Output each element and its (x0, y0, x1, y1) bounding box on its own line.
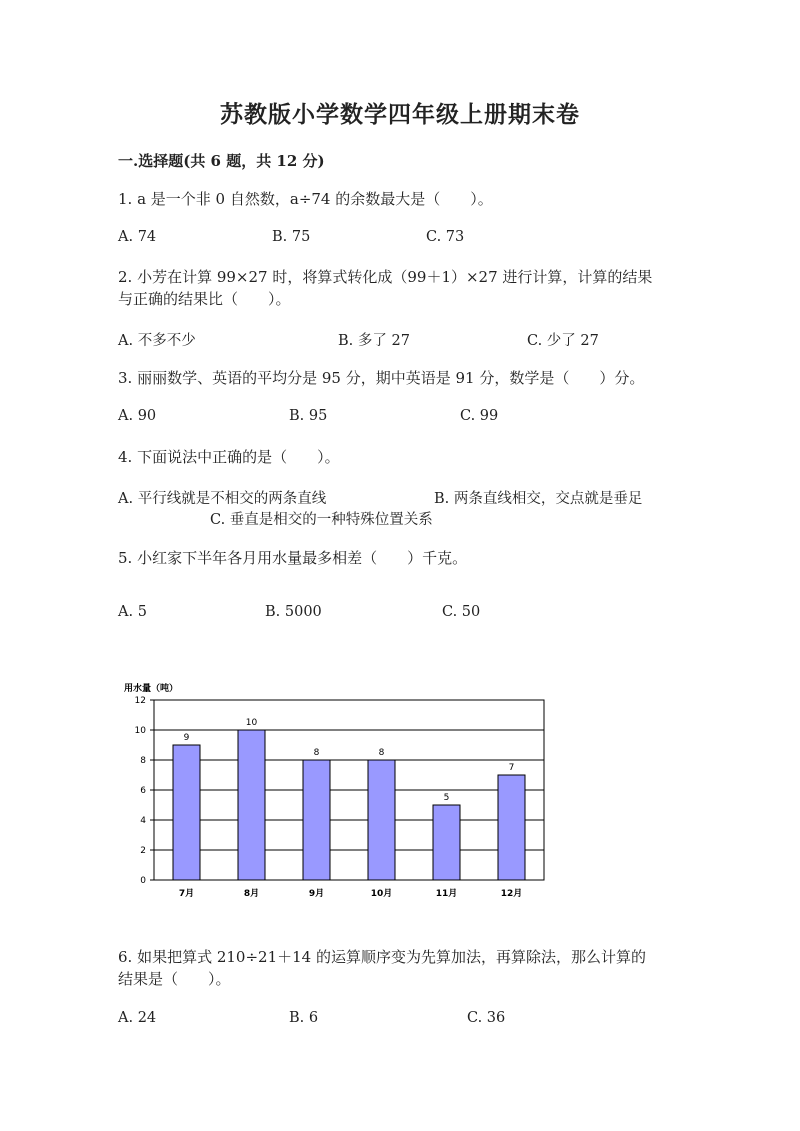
question-3-option-a[interactable]: A. 90 (118, 408, 157, 424)
chart-data-label: 5 (443, 793, 450, 803)
chart-bar (303, 760, 330, 880)
chart-data-label: 10 (245, 718, 258, 728)
question-2-text-line-2: 与正确的结果比（ ）。 (118, 290, 291, 308)
question-4-option-a[interactable]: A. 平行线就是不相交的两条直线 (118, 491, 327, 507)
question-2-option-c[interactable]: C. 少了 27 (527, 333, 599, 349)
chart-y-tick-label: 12 (134, 696, 146, 706)
chart-bar (498, 775, 525, 880)
question-3-option-c[interactable]: C. 99 (460, 408, 499, 424)
chart-bar (368, 760, 395, 880)
chart-y-tick-label: 8 (140, 756, 146, 766)
question-5-text: 5. 小红家下半年各月用水量最多相差（ ）千克。 (118, 549, 468, 567)
chart-x-tick-label: 8月 (243, 889, 260, 899)
question-1-option-c[interactable]: C. 73 (426, 229, 465, 245)
question-3-text: 3. 丽丽数学、英语的平均分是 95 分，期中英语是 91 分，数学是（ ）分。 (118, 369, 645, 387)
chart-y-tick-label: 2 (140, 846, 146, 856)
page-title: 苏教版小学数学四年级上册期末卷 (220, 101, 580, 128)
chart-x-tick-label: 12月 (500, 889, 523, 899)
question-4-text: 4. 下面说法中正确的是（ ）。 (118, 448, 340, 466)
question-2-option-b[interactable]: B. 多了 27 (338, 333, 410, 349)
chart-data-label: 9 (183, 733, 190, 743)
question-1-option-a[interactable]: A. 74 (118, 229, 157, 245)
question-6-option-c[interactable]: C. 36 (467, 1010, 506, 1026)
section-heading: 一.选择题(共 6 题，共 12 分) (118, 152, 325, 170)
chart-x-tick-label: 11月 (435, 889, 458, 899)
question-2-text-line-1: 2. 小芳在计算 99×27 时，将算式转化成（99＋1）×27 进行计算，计算的结果 (118, 268, 653, 286)
chart-y-axis-label: 用水量（吨） (124, 684, 179, 694)
question-6-option-a[interactable]: A. 24 (118, 1010, 157, 1026)
question-6-option-b[interactable]: B. 6 (289, 1010, 319, 1026)
question-1-text: 1. a 是一个非 0 自然数，a÷74 的余数最大是（ ）。 (118, 190, 493, 208)
question-4-option-c[interactable]: C. 垂直是相交的一种特殊位置关系 (210, 512, 433, 528)
chart-svg (118, 680, 558, 905)
chart-y-tick-label: 4 (140, 816, 146, 826)
question-5-option-a[interactable]: A. 5 (118, 604, 147, 620)
chart-grid (150, 700, 544, 880)
question-5-option-c[interactable]: C. 50 (442, 604, 481, 620)
chart-x-tick-label: 7月 (178, 889, 195, 899)
chart-x-tick-label: 9月 (308, 889, 325, 899)
chart-y-tick-label: 10 (134, 726, 146, 736)
question-4-option-b[interactable]: B. 两条直线相交，交点就是垂足 (434, 491, 643, 507)
chart-y-tick-label: 6 (140, 786, 146, 796)
chart-data-label: 7 (508, 763, 515, 773)
chart-x-tick-label: 10月 (370, 889, 393, 899)
chart-data-label: 8 (378, 748, 385, 758)
chart-bar (238, 730, 265, 880)
chart-bars (173, 730, 525, 880)
question-6-text-line-2: 结果是（ ）。 (118, 970, 231, 988)
question-2-option-a[interactable]: A. 不多不少 (118, 333, 196, 349)
question-5-option-b[interactable]: B. 5000 (265, 604, 322, 620)
water-usage-chart (118, 680, 558, 905)
question-6-text-line-1: 6. 如果把算式 210÷21＋14 的运算顺序变为先算加法，再算除法，那么计算的 (118, 948, 646, 966)
chart-data-label: 8 (313, 748, 320, 758)
chart-bar (173, 745, 200, 880)
question-3-option-b[interactable]: B. 95 (289, 408, 328, 424)
chart-y-tick-label: 0 (140, 876, 146, 886)
question-1-option-b[interactable]: B. 75 (272, 229, 311, 245)
chart-bar (433, 805, 460, 880)
